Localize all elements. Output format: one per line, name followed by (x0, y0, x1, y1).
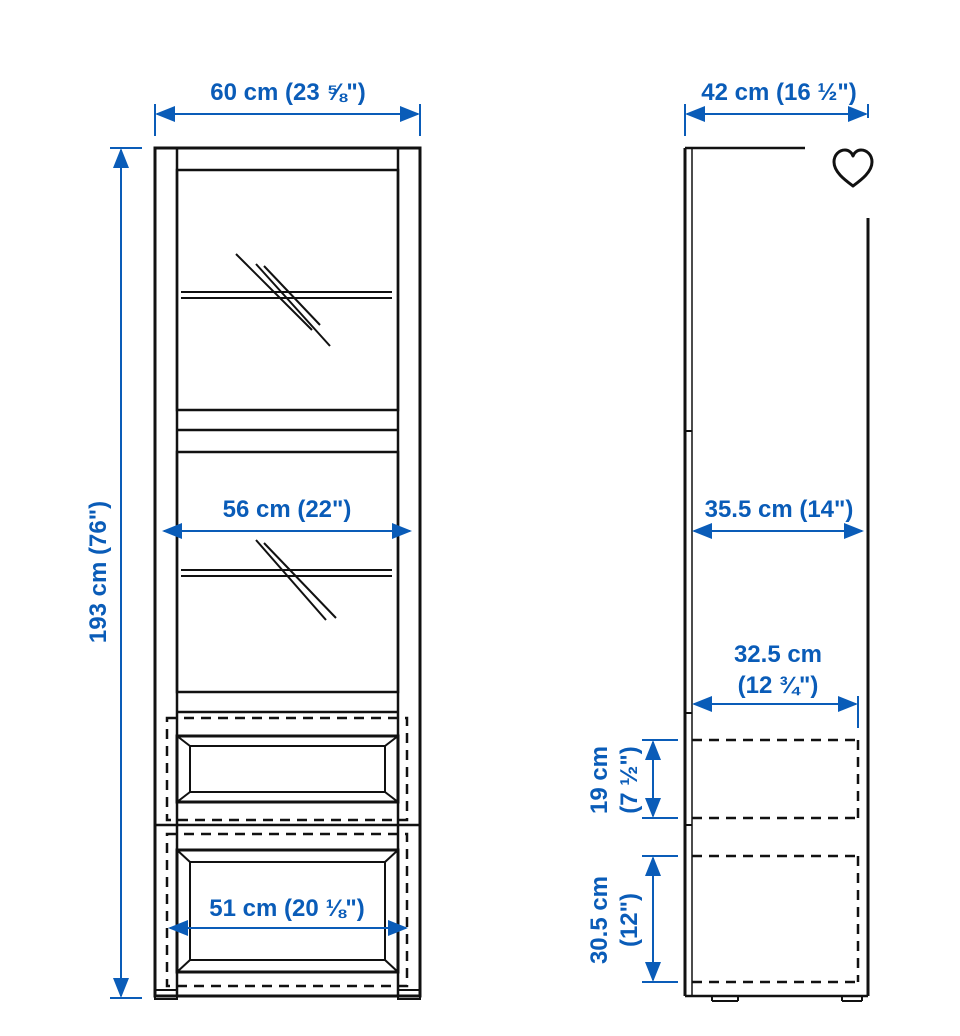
lower-glass-door (177, 452, 398, 712)
drawer-depth-label-line2: (12 ¾") (737, 672, 819, 699)
cabinet-outer-frame (155, 148, 420, 996)
small-drawer-height-line2: (7 ½") (616, 746, 643, 814)
favorite-button[interactable] (812, 140, 896, 202)
dimension-drawer-inner-width (170, 895, 406, 928)
front-view (85, 79, 420, 999)
side-lower-drawer-outline (692, 856, 858, 982)
dimension-overall-width (155, 79, 420, 136)
side-upper-drawer-outline (692, 740, 858, 818)
large-drawer-height-line1: 30.5 cm (586, 875, 613, 965)
dimension-drawer-depth (694, 641, 858, 728)
dimension-large-drawer-height (586, 856, 678, 982)
drawer-inner-width-label: 51 cm (20 ⅛") (209, 895, 365, 922)
upper-glass-door (177, 170, 398, 430)
dimension-inner-width (164, 496, 410, 531)
small-drawer-height-line1: 19 cm (586, 745, 613, 815)
side-view (586, 79, 868, 1001)
upper-drawer-front (155, 718, 420, 825)
overall-width-label: 60 cm (23 ⅝") (210, 79, 366, 106)
dimension-small-drawer-height (586, 740, 678, 818)
inner-width-label: 56 cm (22") (222, 496, 352, 523)
drawer-depth-label-line1: 32.5 cm (733, 641, 823, 668)
large-drawer-height-line2: (12") (616, 892, 643, 948)
overall-depth-label: 42 cm (16 ½") (701, 79, 857, 106)
dimension-overall-height (85, 148, 142, 998)
dimension-overall-depth (685, 79, 868, 136)
overall-height-label: 193 cm (76") (85, 500, 112, 644)
inner-depth-label: 35.5 cm (14") (704, 496, 854, 523)
dimension-inner-depth (694, 496, 862, 531)
